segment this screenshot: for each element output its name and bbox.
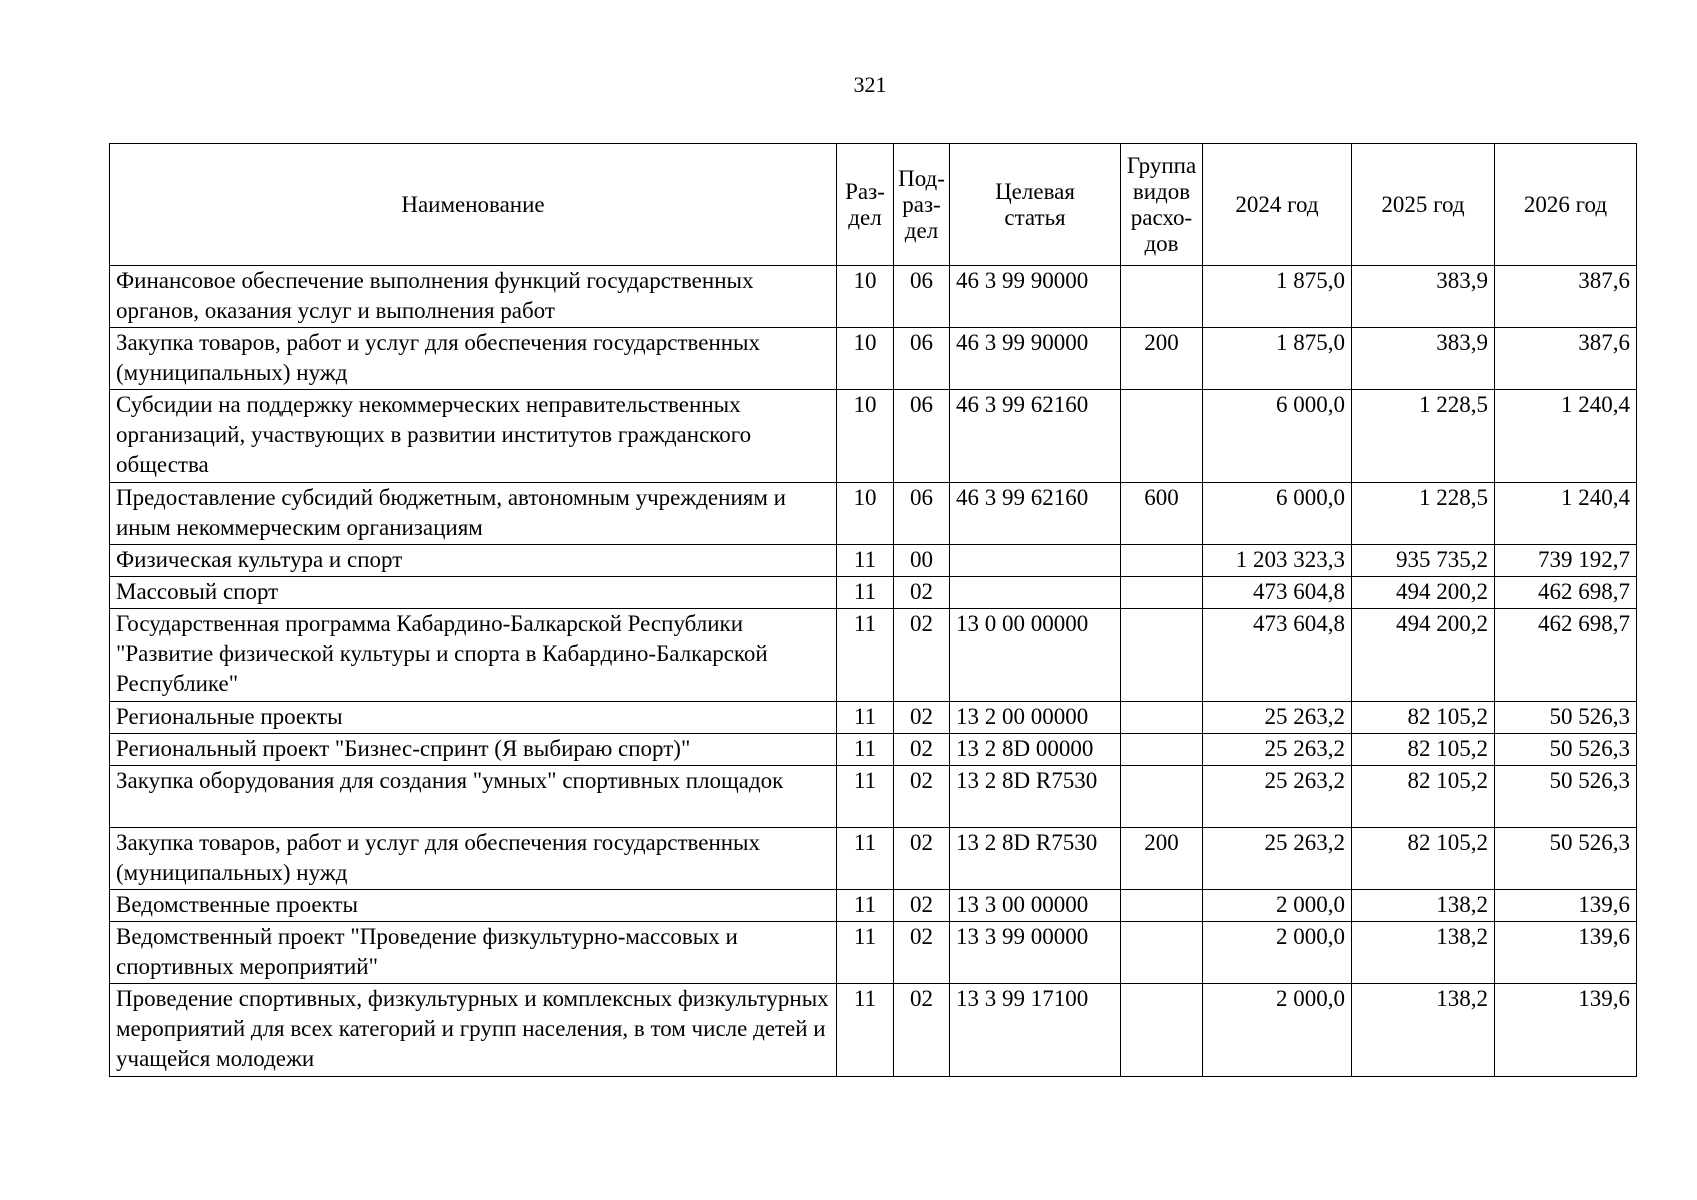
cell-2026: 387,6 xyxy=(1495,266,1637,328)
cell-2024: 25 263,2 xyxy=(1203,734,1352,766)
cell-section: 11 xyxy=(837,890,894,922)
cell-2024: 25 263,2 xyxy=(1203,766,1352,828)
cell-2024: 1 203 323,3 xyxy=(1203,545,1352,577)
cell-subsection: 06 xyxy=(894,390,950,483)
cell-subsection: 02 xyxy=(894,922,950,984)
cell-subsection: 06 xyxy=(894,483,950,545)
cell-subsection: 02 xyxy=(894,702,950,734)
cell-2025: 1 228,5 xyxy=(1352,483,1495,545)
header-article: Целевая статья xyxy=(950,144,1121,266)
cell-2024: 473 604,8 xyxy=(1203,577,1352,609)
cell-name: Ведомственные проекты xyxy=(110,890,837,922)
cell-expense-group: 200 xyxy=(1121,828,1203,890)
cell-name: Закупка оборудования для создания "умных" спортивных площадок xyxy=(110,766,837,828)
cell-subsection: 02 xyxy=(894,890,950,922)
table-header-row xyxy=(110,144,1637,266)
cell-section: 10 xyxy=(837,266,894,328)
cell-expense-group xyxy=(1121,984,1203,1077)
cell-section: 11 xyxy=(837,984,894,1077)
cell-2025: 383,9 xyxy=(1352,266,1495,328)
cell-2025: 494 200,2 xyxy=(1352,577,1495,609)
cell-section: 10 xyxy=(837,483,894,545)
cell-2025: 138,2 xyxy=(1352,890,1495,922)
table-row xyxy=(110,734,1637,766)
cell-2026: 462 698,7 xyxy=(1495,609,1637,702)
cell-2024: 473 604,8 xyxy=(1203,609,1352,702)
cell-name: Предоставление субсидий бюджетным, автономным учреждениям и иным некоммерческим организациям xyxy=(110,483,837,545)
cell-section: 11 xyxy=(837,702,894,734)
table-row xyxy=(110,609,1637,702)
cell-name: Региональный проект "Бизнес-спринт (Я выбираю спорт)" xyxy=(110,734,837,766)
cell-article xyxy=(950,545,1121,577)
cell-expense-group xyxy=(1121,922,1203,984)
cell-subsection: 02 xyxy=(894,577,950,609)
cell-name: Ведомственный проект "Проведение физкультурно-массовых и спортивных мероприятий" xyxy=(110,922,837,984)
cell-section: 11 xyxy=(837,734,894,766)
cell-expense-group: 600 xyxy=(1121,483,1203,545)
cell-article: 46 3 99 90000 xyxy=(950,266,1121,328)
cell-section: 11 xyxy=(837,545,894,577)
page-number: 321 xyxy=(853,72,887,97)
cell-subsection: 06 xyxy=(894,266,950,328)
cell-name: Физическая культура и спорт xyxy=(110,545,837,577)
table-row xyxy=(110,828,1637,890)
cell-2025: 82 105,2 xyxy=(1352,702,1495,734)
cell-name: Субсидии на поддержку некоммерческих неправительственных организаций, участвующих в развитии институтов гражданского общества xyxy=(110,390,837,483)
cell-expense-group xyxy=(1121,766,1203,828)
header-subsection: Под- раз- дел xyxy=(894,144,950,266)
cell-article: 46 3 99 62160 xyxy=(950,390,1121,483)
cell-2026: 739 192,7 xyxy=(1495,545,1637,577)
cell-expense-group xyxy=(1121,390,1203,483)
header-2026: 2026 год xyxy=(1495,144,1637,266)
cell-section: 10 xyxy=(837,328,894,390)
cell-name: Государственная программа Кабардино-Балкарской Республики "Развитие физической культуры и спорта в Кабардино-Балкарской Республике" xyxy=(110,609,837,702)
table-row xyxy=(110,890,1637,922)
cell-2024: 2 000,0 xyxy=(1203,922,1352,984)
cell-section: 10 xyxy=(837,390,894,483)
cell-name: Закупка товаров, работ и услуг для обеспечения государственных (муниципальных) нужд xyxy=(110,328,837,390)
cell-2024: 6 000,0 xyxy=(1203,390,1352,483)
header-expense-group: Группа видов расхо- дов xyxy=(1121,144,1203,266)
cell-subsection: 02 xyxy=(894,828,950,890)
cell-name: Массовый спорт xyxy=(110,577,837,609)
cell-article: 13 3 99 17100 xyxy=(950,984,1121,1077)
header-section: Раз- дел xyxy=(837,144,894,266)
header-2024: 2024 год xyxy=(1203,144,1352,266)
cell-2025: 82 105,2 xyxy=(1352,828,1495,890)
table-row xyxy=(110,483,1637,545)
cell-expense-group xyxy=(1121,890,1203,922)
cell-2024: 6 000,0 xyxy=(1203,483,1352,545)
cell-name: Региональные проекты xyxy=(110,702,837,734)
cell-article: 13 0 00 00000 xyxy=(950,609,1121,702)
cell-article: 13 3 00 00000 xyxy=(950,890,1121,922)
cell-article: 13 2 8D R7530 xyxy=(950,766,1121,828)
cell-article: 13 2 8D 00000 xyxy=(950,734,1121,766)
table-row xyxy=(110,390,1637,483)
cell-2026: 50 526,3 xyxy=(1495,702,1637,734)
table-row xyxy=(110,266,1637,328)
cell-article: 46 3 99 90000 xyxy=(950,328,1121,390)
table-row xyxy=(110,766,1637,828)
cell-article xyxy=(950,577,1121,609)
cell-2025: 138,2 xyxy=(1352,922,1495,984)
cell-name: Проведение спортивных, физкультурных и комплексных физкультурных мероприятий для всех категорий и групп населения, в том числе детей и учащейся молодежи xyxy=(110,984,837,1077)
cell-2026: 50 526,3 xyxy=(1495,734,1637,766)
cell-expense-group xyxy=(1121,609,1203,702)
cell-subsection: 02 xyxy=(894,734,950,766)
cell-2024: 1 875,0 xyxy=(1203,328,1352,390)
table-row xyxy=(110,328,1637,390)
cell-2025: 1 228,5 xyxy=(1352,390,1495,483)
header-2025: 2025 год xyxy=(1352,144,1495,266)
cell-expense-group xyxy=(1121,702,1203,734)
cell-2026: 139,6 xyxy=(1495,890,1637,922)
cell-section: 11 xyxy=(837,577,894,609)
cell-2025: 494 200,2 xyxy=(1352,609,1495,702)
cell-expense-group xyxy=(1121,577,1203,609)
cell-article: 46 3 99 62160 xyxy=(950,483,1121,545)
cell-2026: 387,6 xyxy=(1495,328,1637,390)
cell-2026: 50 526,3 xyxy=(1495,766,1637,828)
cell-2026: 50 526,3 xyxy=(1495,828,1637,890)
cell-expense-group xyxy=(1121,545,1203,577)
cell-section: 11 xyxy=(837,766,894,828)
cell-expense-group: 200 xyxy=(1121,328,1203,390)
table-row xyxy=(110,545,1637,577)
cell-section: 11 xyxy=(837,828,894,890)
cell-article: 13 2 00 00000 xyxy=(950,702,1121,734)
cell-2024: 2 000,0 xyxy=(1203,984,1352,1077)
cell-subsection: 00 xyxy=(894,545,950,577)
cell-article: 13 3 99 00000 xyxy=(950,922,1121,984)
cell-2025: 138,2 xyxy=(1352,984,1495,1077)
cell-name: Финансовое обеспечение выполнения функций государственных органов, оказания услуг и выполнения работ xyxy=(110,266,837,328)
cell-2024: 2 000,0 xyxy=(1203,890,1352,922)
cell-2025: 82 105,2 xyxy=(1352,766,1495,828)
cell-2026: 462 698,7 xyxy=(1495,577,1637,609)
cell-2026: 139,6 xyxy=(1495,984,1637,1077)
table-row xyxy=(110,577,1637,609)
budget-table xyxy=(109,143,1637,1077)
cell-expense-group xyxy=(1121,734,1203,766)
cell-article: 13 2 8D R7530 xyxy=(950,828,1121,890)
cell-2024: 1 875,0 xyxy=(1203,266,1352,328)
table-row xyxy=(110,702,1637,734)
cell-2025: 82 105,2 xyxy=(1352,734,1495,766)
cell-2025: 383,9 xyxy=(1352,328,1495,390)
table-row xyxy=(110,984,1637,1077)
cell-expense-group xyxy=(1121,266,1203,328)
cell-subsection: 02 xyxy=(894,609,950,702)
cell-2026: 1 240,4 xyxy=(1495,390,1637,483)
cell-2024: 25 263,2 xyxy=(1203,828,1352,890)
cell-section: 11 xyxy=(837,609,894,702)
table-body xyxy=(110,266,1637,1077)
cell-subsection: 02 xyxy=(894,984,950,1077)
table-row xyxy=(110,922,1637,984)
cell-2024: 25 263,2 xyxy=(1203,702,1352,734)
cell-section: 11 xyxy=(837,922,894,984)
header-name: Наименование xyxy=(110,144,837,266)
cell-2025: 935 735,2 xyxy=(1352,545,1495,577)
cell-2026: 139,6 xyxy=(1495,922,1637,984)
cell-2026: 1 240,4 xyxy=(1495,483,1637,545)
cell-subsection: 06 xyxy=(894,328,950,390)
cell-subsection: 02 xyxy=(894,766,950,828)
cell-name: Закупка товаров, работ и услуг для обеспечения государственных (муниципальных) нужд xyxy=(110,828,837,890)
